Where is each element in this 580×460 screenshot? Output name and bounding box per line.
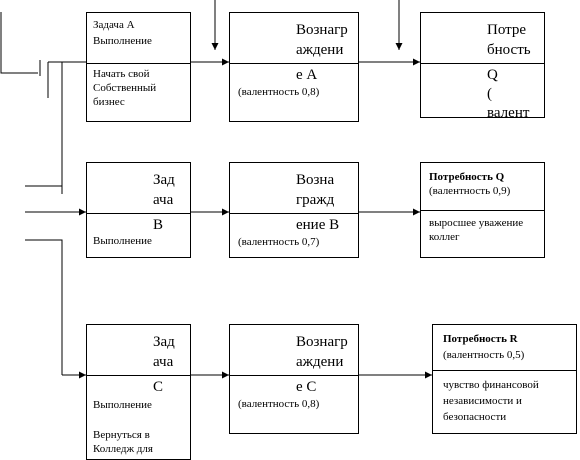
need-q-a-line3: Q [487,67,498,83]
task-a-divider [87,63,190,64]
task-b-line2: ача [153,192,174,208]
task-c-subtitle: Выполнение [93,399,152,411]
need-q-a-line5: валент [487,105,530,118]
reward-c-box [229,324,359,434]
task-b-subtitle: Выполнение [93,235,152,247]
reward-a-box [229,12,359,122]
need-r-body-line3: безопасности [443,411,507,423]
need-r-body-line1: чувство финансовой [443,379,539,391]
need-q-a-line1: Потре [487,22,527,38]
task-a-body-line3: бизнес [93,96,125,108]
need-q-b-body-line2: коллег [429,231,460,243]
need-r-divider [433,370,576,371]
task-c-divider [87,375,190,376]
need-q-box-row-b [420,162,545,258]
reward-b-line3: ение В [296,217,340,233]
task-c-body-line1: Вернуться в [93,429,150,441]
need-q-b-body-line1: выросшее уважение [429,217,524,229]
need-r-box [432,324,577,434]
task-a-body-line1: Начать свой [93,68,150,80]
task-c-body-line2: Колледж для [93,443,153,455]
task-a-title: Задача А [93,19,135,31]
task-c-line1: Зад [153,334,175,350]
task-c-box [86,324,191,460]
reward-b-valence: (валентность 0,7) [238,236,320,248]
need-q-a-line4: ( [487,86,492,102]
reward-a-divider [230,63,358,64]
reward-b-divider [230,213,358,214]
need-q-box-row-a [420,12,545,118]
task-c-line2: ача [153,354,174,370]
reward-b-line2: гражд [296,192,335,208]
task-b-line1: Зад [153,172,175,188]
entry-bracket-line [1,12,38,73]
reward-c-divider [230,375,358,376]
task-a-box [86,12,191,122]
need-q-b-title: Потребность Q [429,171,505,183]
reward-a-valence: (валентность 0,8) [238,86,320,98]
reward-c-line3: е С [296,379,317,395]
reward-a-line1: Вознагр [296,22,348,38]
reward-a-line3: е А [296,67,318,83]
reward-b-box [229,162,359,258]
reward-c-line2: аждени [296,354,344,370]
task-a-body-line2: Собственный [93,82,157,94]
reward-b-line1: Возна [296,172,335,188]
task-b-line3: В [153,217,164,233]
need-q-a-divider [421,63,544,64]
need-r-title: Потребность R [443,333,518,345]
reward-c-valence: (валентность 0,8) [238,398,320,410]
task-c-line3: С [153,379,164,395]
reward-a-line2: аждени [296,42,344,58]
need-q-a-line2: бность [487,42,531,58]
need-r-valence: (валентность 0,5) [443,349,525,361]
reward-c-line1: Вознагр [296,334,348,350]
need-r-body-line2: независимости и [443,395,522,407]
task-b-box [86,162,191,258]
need-q-b-divider [421,210,544,211]
task-b-divider [87,213,190,214]
need-q-b-valence: (валентность 0,9) [429,185,511,197]
branch-line-to-task-c [25,240,62,375]
task-a-subtitle: Выполнение [93,35,152,47]
